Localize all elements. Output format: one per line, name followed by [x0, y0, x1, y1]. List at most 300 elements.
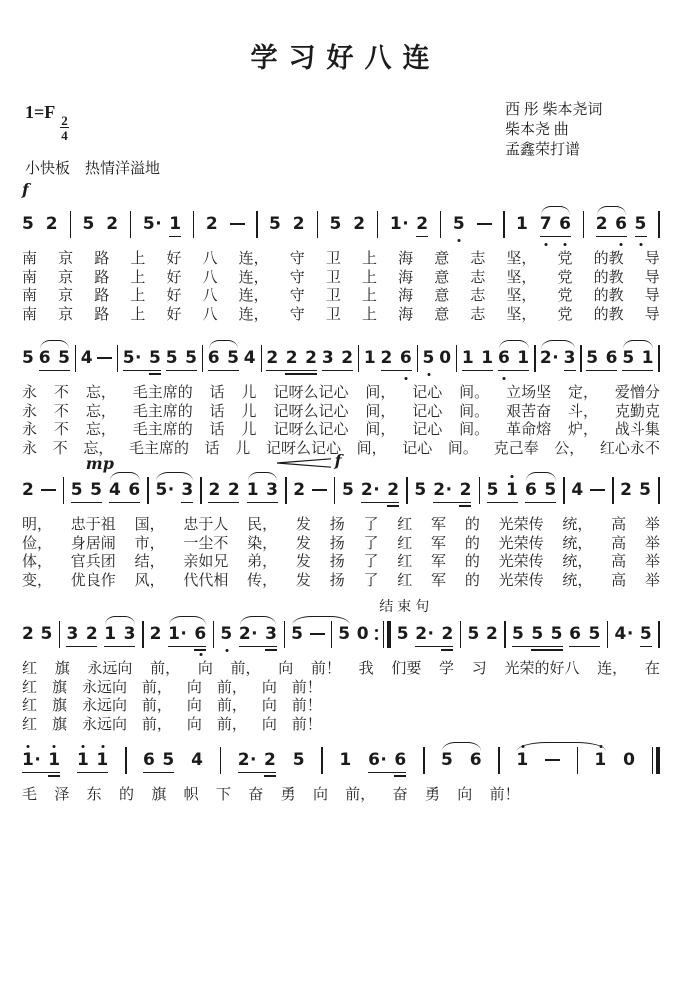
- lyric-syllable: 海: [398, 269, 414, 286]
- lyric-syllable: 上: [361, 269, 377, 286]
- note: [166, 348, 178, 368]
- lyric-syllable: 好: [166, 251, 182, 267]
- lyric-syllable: 高: [611, 517, 627, 533]
- note: [441, 624, 453, 644]
- lyric-syllable: 京: [58, 269, 74, 286]
- lyric-syllable: 志: [470, 306, 486, 323]
- note: [286, 348, 298, 368]
- note: [460, 480, 472, 500]
- dynamic-marking: f: [334, 451, 342, 470]
- lyric-syllable: 在: [644, 661, 660, 677]
- barline: [125, 747, 127, 774]
- note-group: [293, 480, 305, 500]
- note-number: 2: [106, 214, 119, 234]
- note-group: [415, 624, 454, 644]
- lyric-row: [22, 306, 660, 325]
- octave-dot-low: [405, 377, 408, 380]
- lyric-syllable: 坚，: [506, 306, 537, 323]
- note: [104, 624, 116, 644]
- lyric-syllable: 红: [22, 679, 38, 696]
- note-number: 1: [77, 750, 90, 770]
- lyric-syllable: 立场坚: [506, 385, 552, 401]
- slur-arc: [499, 340, 529, 349]
- note-group: [353, 214, 365, 234]
- note: [588, 624, 600, 644]
- note: [390, 214, 409, 234]
- note-number: 1: [96, 750, 109, 770]
- barline: [213, 621, 215, 648]
- note: [397, 624, 409, 644]
- lyric-syllable: 前，: [141, 698, 172, 714]
- lyric-syllable: 军: [431, 517, 447, 533]
- note: [433, 480, 452, 500]
- note: [512, 624, 524, 644]
- note-number: 1: [516, 750, 529, 770]
- lyric-syllable: 记心: [402, 440, 433, 457]
- duration-dash: [545, 759, 560, 761]
- lyric-syllable: 记心: [412, 385, 443, 401]
- note: [361, 480, 380, 500]
- lyric-syllable: 守: [289, 269, 305, 286]
- note: [293, 214, 305, 234]
- beam-underline: [487, 502, 518, 504]
- lyric-syllable: 光荣传: [498, 572, 544, 589]
- beam-underline: [322, 370, 353, 372]
- note-number: 6: [143, 750, 156, 770]
- note: [571, 480, 583, 500]
- note-group: [104, 624, 136, 644]
- note-number: 2·: [237, 750, 257, 770]
- lyric-syllable: 了: [363, 554, 379, 570]
- note-group: [22, 214, 34, 234]
- lyric-syllable: 永远向: [81, 679, 127, 696]
- lyric-syllable: 好: [166, 269, 182, 286]
- lyric-syllable: 统，: [562, 517, 593, 533]
- note-number: 5·: [142, 214, 163, 234]
- barline: [200, 477, 202, 504]
- lyric-syllable: 路: [94, 288, 110, 304]
- music-line: [22, 180, 660, 324]
- note-number: 5: [149, 348, 162, 368]
- slur-arc: [248, 472, 278, 481]
- note-number: 3: [266, 480, 279, 500]
- slur-arc: [541, 340, 575, 349]
- lyric-syllable: 南: [22, 306, 38, 323]
- lyric-syllable: 旗: [54, 661, 70, 677]
- slur-arc: [597, 206, 627, 215]
- note-number: 2·: [238, 624, 259, 644]
- note-group: [181, 480, 193, 500]
- composer-credit: 柴本尧 曲: [505, 122, 569, 138]
- lyric-syllable: 卫: [325, 288, 341, 304]
- rest: [623, 750, 635, 770]
- note: [387, 480, 399, 500]
- beam-underline: [71, 502, 102, 504]
- barline: [285, 477, 287, 504]
- lyric-syllable: 连，: [597, 661, 628, 677]
- lyric-syllable: 守: [289, 251, 305, 267]
- note: [109, 480, 121, 500]
- note-group: [106, 214, 118, 234]
- note: [66, 624, 78, 644]
- note: [517, 348, 529, 368]
- lyric-row: [22, 572, 660, 591]
- lyric-syllable: 上: [361, 251, 377, 267]
- note-number: 6: [524, 480, 538, 500]
- note: [86, 624, 98, 644]
- octave-dot-low: [620, 243, 623, 246]
- lyric-syllable: 间。: [459, 385, 490, 401]
- note: [400, 348, 412, 368]
- lyric-syllable: 前！: [291, 679, 322, 696]
- note-group: [123, 348, 162, 368]
- lyric-syllable: 话: [209, 385, 225, 401]
- note-group: [206, 214, 218, 234]
- note-group: [640, 624, 652, 644]
- note-number: 5: [511, 624, 525, 644]
- lyric-syllable: 克己奉: [493, 440, 539, 457]
- note-group: [390, 214, 429, 234]
- beam-underline: [462, 370, 493, 372]
- lyric-syllable: 战斗集: [614, 422, 660, 438]
- note-group: [414, 480, 426, 500]
- lyric-syllable: 帜: [183, 787, 199, 803]
- lyric-syllable: 的教: [593, 288, 624, 304]
- note: [208, 348, 220, 368]
- lyric-syllable: 传，: [247, 572, 278, 589]
- lyric-syllable: 下: [215, 787, 231, 803]
- lyric-syllable: 卫: [325, 269, 341, 286]
- note-number: 5: [486, 480, 500, 500]
- note-number: 5·: [155, 480, 175, 500]
- slur-arc: [442, 742, 481, 751]
- lyric-syllable: 弟，: [247, 554, 278, 570]
- note-group: [269, 214, 281, 234]
- beam-underline: [531, 649, 563, 651]
- barline: [658, 345, 660, 372]
- note-number: 1: [169, 214, 182, 234]
- beam-underline: [525, 502, 556, 504]
- note-group: [397, 624, 409, 644]
- lyric-syllable: 导: [644, 306, 660, 323]
- lyric-syllable: 向: [278, 661, 294, 677]
- lyric-syllable: 前，: [141, 679, 172, 696]
- lyric-syllable: 红心永不: [599, 440, 660, 457]
- lyric-row: [22, 786, 520, 805]
- note-number: 6: [569, 624, 582, 644]
- note: [90, 480, 102, 500]
- lyric-syllable: 导: [644, 251, 660, 267]
- note: [586, 348, 598, 368]
- lyric-syllable: 毛主席的: [128, 440, 189, 457]
- beam-underline: [265, 649, 277, 651]
- note: [238, 750, 257, 770]
- note-number: 1: [363, 348, 377, 368]
- lyric-syllable: 志: [470, 269, 486, 286]
- barline: [261, 345, 263, 372]
- lyric-syllable: 向: [261, 716, 277, 733]
- note-group: [512, 624, 563, 644]
- note-number: 5: [292, 750, 306, 770]
- crescendo-hairpin: [277, 458, 331, 468]
- lyric-syllable: 统，: [562, 572, 593, 589]
- note-group: [368, 750, 407, 770]
- lyric-syllable: 守: [289, 288, 305, 304]
- lyric-syllable: 南: [22, 251, 38, 267]
- lyric-syllable: 毛主席的: [132, 422, 193, 438]
- note: [169, 214, 181, 234]
- lyric-syllable: 前，: [230, 661, 261, 677]
- lyric-syllable: 记呀么记心: [265, 440, 341, 457]
- beam-underline: [586, 370, 617, 372]
- lyric-syllable: 前，: [345, 787, 376, 803]
- note-number: 1: [481, 348, 494, 368]
- lyric-syllable: 优良作: [70, 572, 116, 589]
- lyric-syllable: 八: [202, 251, 218, 267]
- lyric-syllable: 向: [186, 698, 202, 714]
- note-group: [143, 214, 182, 234]
- note: [487, 480, 499, 500]
- beam-underline: [22, 772, 60, 774]
- lyric-syllable: 不: [53, 385, 69, 401]
- lyric-syllable: 毛主席的: [132, 385, 193, 401]
- duration-dash: [310, 633, 325, 635]
- note: [185, 348, 197, 368]
- note-group: [620, 480, 632, 500]
- note: [269, 214, 281, 234]
- beam-underline: [48, 775, 60, 777]
- note: [525, 480, 537, 500]
- lyric-syllable: 坚，: [506, 288, 537, 304]
- lyric-row: [22, 250, 660, 269]
- beam-underline: [596, 236, 627, 238]
- beam-underline: [166, 370, 197, 372]
- beam-underline: [247, 502, 278, 504]
- lyric-syllable: 永: [22, 385, 38, 401]
- note-number: 2·: [360, 480, 381, 500]
- note-group: [166, 348, 198, 368]
- lyric-syllable: 光荣传: [498, 535, 544, 552]
- note: [22, 214, 34, 234]
- note: [46, 214, 58, 234]
- lyric-syllable: 红: [22, 661, 38, 677]
- barline: [580, 345, 582, 372]
- note-number: 5: [291, 624, 304, 644]
- note-group: [525, 480, 557, 500]
- lyric-row: [22, 384, 660, 403]
- lyric-syllable: 路: [94, 269, 110, 286]
- lyric-syllable: 坚，: [506, 269, 537, 286]
- barline: [658, 477, 660, 504]
- score: [22, 180, 660, 805]
- note-number: 2: [285, 348, 299, 368]
- note-number: 4: [243, 348, 257, 368]
- lyric-syllable: 光荣的好八: [504, 661, 580, 677]
- note-number: 5: [544, 480, 557, 500]
- octave-dot-low: [458, 239, 461, 242]
- note: [639, 480, 651, 500]
- lyric-syllable: 党: [557, 306, 573, 323]
- lyric-syllable: 定，: [567, 385, 598, 401]
- note-group: [293, 214, 305, 234]
- beam-underline: [149, 373, 161, 375]
- barline: [504, 621, 506, 648]
- note-number: 5: [70, 480, 84, 500]
- note: [338, 624, 350, 644]
- dynamic-marking: f: [22, 180, 29, 199]
- note-group: [71, 480, 103, 500]
- barline: [479, 477, 481, 504]
- note-number: 0: [356, 624, 370, 644]
- note-number: 5: [622, 348, 635, 368]
- lyric-syllable: 红: [397, 572, 413, 589]
- slur-arc: [526, 472, 556, 481]
- note: [40, 624, 52, 644]
- note: [22, 750, 41, 770]
- barline: [75, 345, 77, 372]
- note-number: 2: [293, 480, 306, 500]
- note-group: [244, 348, 256, 368]
- note: [516, 214, 528, 234]
- lyric-syllable: 记心: [412, 403, 443, 420]
- note-group: [357, 624, 369, 644]
- note-number: 5: [531, 624, 544, 644]
- note: [569, 624, 581, 644]
- note: [22, 480, 34, 500]
- note-number: 2: [22, 624, 35, 644]
- note-group: [40, 624, 52, 644]
- octave-dot-low: [199, 653, 202, 656]
- note-number: 5: [220, 624, 233, 644]
- beam-underline: [194, 649, 206, 651]
- barline: [406, 477, 408, 504]
- repeat-dots: [375, 629, 378, 640]
- note-group: [293, 750, 305, 770]
- beam-underline: [264, 775, 276, 777]
- lyric-syllable: 前，: [141, 716, 172, 733]
- note-number: 4: [80, 348, 94, 368]
- note: [266, 480, 278, 500]
- note: [614, 624, 633, 644]
- note-number: 2·: [415, 624, 435, 644]
- note-group: [381, 348, 413, 368]
- note: [39, 348, 51, 368]
- note-number: 2: [459, 480, 472, 500]
- note-group: [361, 480, 400, 500]
- note-group: [81, 348, 93, 368]
- barline: [612, 477, 614, 504]
- slur-arc: [156, 472, 192, 481]
- note-group: [322, 348, 354, 368]
- note-number: 1·: [389, 214, 410, 234]
- lyric-row: [22, 535, 660, 554]
- note: [124, 624, 136, 644]
- transcriber-credit: 孟鑫荣打谱: [505, 142, 581, 158]
- lyric-syllable: 好: [166, 288, 182, 304]
- note-group: [516, 214, 528, 234]
- note: [162, 750, 174, 770]
- note: [540, 214, 552, 234]
- beam-underline: [123, 370, 161, 372]
- note: [453, 214, 465, 234]
- note-number: 5·: [122, 348, 143, 368]
- note-number: 5: [586, 348, 599, 368]
- note: [468, 624, 480, 644]
- beam-underline: [77, 772, 108, 774]
- note-group: [342, 480, 354, 500]
- lyric-syllable: 的: [464, 517, 480, 533]
- note: [544, 480, 556, 500]
- slur-arc: [169, 616, 206, 625]
- note: [206, 214, 218, 234]
- note-number: 2: [205, 214, 219, 234]
- barline: [658, 211, 660, 238]
- octave-dot-low: [503, 377, 506, 380]
- note-number: 6: [615, 214, 628, 234]
- page-title: 学习好八连: [250, 43, 441, 73]
- credits: [505, 100, 603, 160]
- note-group: [564, 348, 576, 368]
- duration-dash: [590, 489, 605, 491]
- lyric-syllable: 奋: [392, 787, 408, 803]
- note-number: 5: [639, 480, 652, 500]
- barline: [358, 345, 360, 372]
- note-group: [155, 480, 174, 500]
- note: [191, 750, 203, 770]
- note-number: 5: [40, 624, 53, 644]
- note-number: 5: [185, 348, 198, 368]
- beam-underline: [387, 505, 399, 507]
- note: [416, 214, 428, 234]
- lyric-syllable: 忠于人: [183, 517, 229, 533]
- lyric-syllable: 间，: [365, 403, 396, 420]
- note-number: 5: [422, 348, 435, 368]
- barline: [193, 211, 195, 238]
- beam-underline: [266, 370, 317, 372]
- note: [266, 348, 278, 368]
- note: [22, 348, 34, 368]
- lyric-syllable: 毛主席的: [132, 403, 193, 420]
- note-number: 6: [194, 624, 207, 644]
- note: [239, 624, 258, 644]
- note: [48, 750, 60, 770]
- lyric-syllable: 染，: [247, 535, 278, 552]
- note: [470, 750, 482, 770]
- lyric-syllable: 记呀么记心: [273, 403, 349, 420]
- note-number: 1: [48, 750, 61, 770]
- beam-underline: [168, 646, 206, 648]
- lyric-syllable: 京: [58, 306, 74, 323]
- note: [106, 214, 118, 234]
- barline: [202, 345, 204, 372]
- note: [342, 480, 354, 500]
- note-number: 6: [394, 750, 407, 770]
- note: [128, 480, 140, 500]
- note: [559, 214, 571, 234]
- slur-arc: [541, 206, 571, 215]
- note-number: 0: [439, 348, 452, 368]
- lyric-syllable: 艰苦奋: [506, 403, 552, 420]
- lyric-syllable: 间。: [447, 440, 478, 457]
- barline: [70, 211, 72, 238]
- lyric-syllable: 公，: [554, 440, 585, 457]
- lyric-syllable: 海: [398, 288, 414, 304]
- note: [96, 750, 108, 770]
- lyric-syllable: 的: [118, 787, 134, 803]
- lyric-syllable: 间。: [459, 422, 490, 438]
- octave-dot-high: [53, 745, 56, 748]
- lyric-syllable: 统，: [562, 554, 593, 570]
